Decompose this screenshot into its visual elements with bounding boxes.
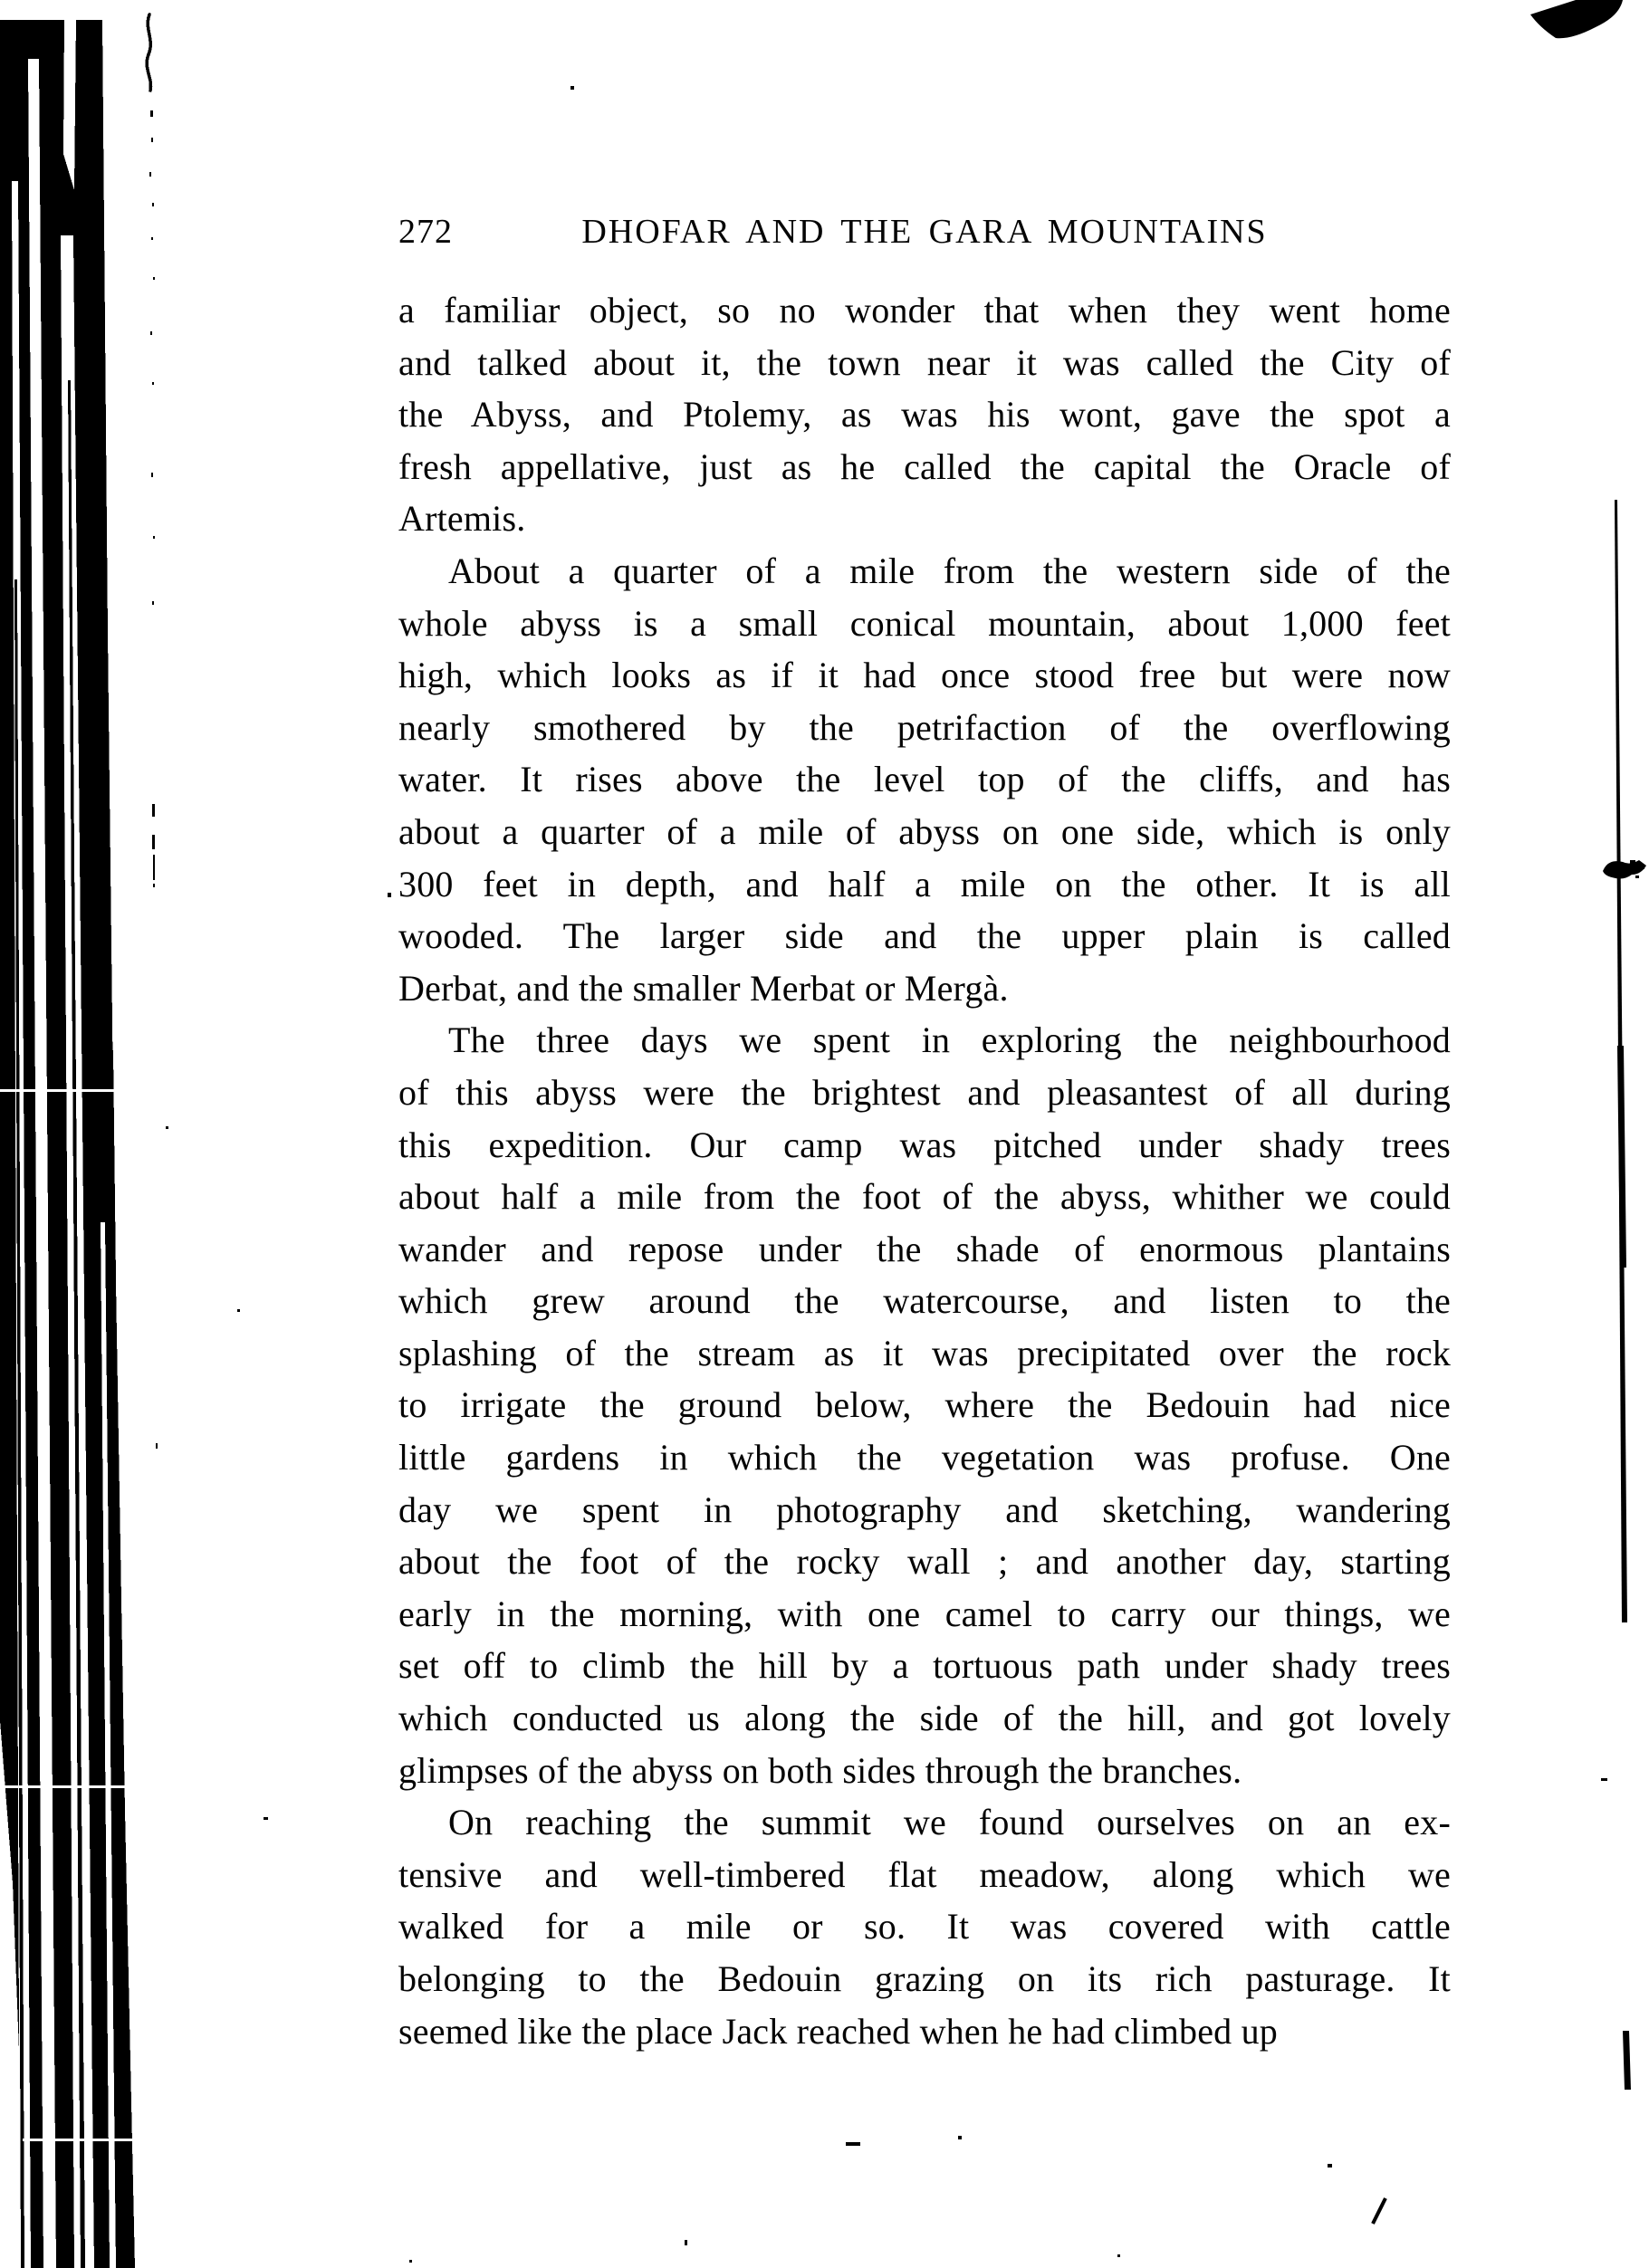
text-line: of this abyss were the brightest and pleasantest of all during — [398, 1071, 1451, 1113]
paragraph — [398, 545, 1451, 1014]
margin-line-thick — [1617, 1046, 1626, 1268]
text-line: nearly smothered by the petrifaction of the overflowing — [398, 706, 1451, 748]
text-line: the Abyss, and Ptolemy, as was his wont, gave the spot a — [398, 394, 1451, 435]
corner-mark — [1530, 0, 1623, 38]
stray-slash — [1373, 2198, 1385, 2224]
text-line: early in the morning, with one camel to carry our things, we — [398, 1593, 1451, 1634]
text-line: Artemis. — [398, 498, 526, 540]
text-line: 300 feet in depth, and half a mile on the other. It is all — [398, 863, 1451, 904]
text-line: day we spent in photography and sketching, wandering — [398, 1488, 1451, 1530]
running-header — [398, 209, 1451, 254]
text-line: belonging to the Bedouin grazing on its rich pasturage. It — [398, 1958, 1451, 1999]
text-block — [398, 284, 1451, 2057]
text-line: which conducted us along the side of the hill, and got lovely — [398, 1698, 1451, 1739]
paragraph — [398, 1796, 1451, 2057]
text-line: about the foot of the rocky wall ; and another day, starting — [398, 1541, 1451, 1583]
text-line: wooded. The larger side and the upper plain is called — [398, 915, 1451, 957]
text-line: seemed like the place Jack reached when he had climbed up — [398, 2010, 1278, 2052]
text-line: tensive and well-timbered flat meadow, along which we — [398, 1853, 1451, 1895]
page-number: 272 — [398, 213, 453, 251]
text-line: which grew around the watercourse, and listen to the — [398, 1280, 1451, 1322]
text-line: to irrigate the ground below, where the Bedouin had nice — [398, 1384, 1451, 1426]
ink-blot — [1603, 860, 1646, 879]
paragraph — [398, 1014, 1451, 1796]
text-line: splashing of the stream as it was precipitated over the rock — [398, 1332, 1451, 1373]
text-line: whole abyss is a small conical mountain, about 1,000 feet — [398, 602, 1451, 644]
text-line: Derbat, and the smaller Merbat or Mergà. — [398, 967, 1009, 1009]
text-line: walked for a mile or so. It was covered with cattle — [398, 1906, 1451, 1947]
text-line: high, which looks as if it had once stood free but were now — [398, 655, 1451, 696]
text-line: wander and repose under the shade of enormous plantains — [398, 1228, 1451, 1269]
text-line: About a quarter of a mile from the western side of the — [448, 550, 1451, 591]
text-line: fresh appellative, just as he called the capital the Oracle of — [398, 445, 1451, 487]
text-line: a familiar object, so no wonder that when they went home — [398, 290, 1451, 330]
text-line: The three days we spent in exploring the neighbourhood — [448, 1019, 1451, 1061]
running-title: DHOFAR AND THE GARA MOUNTAINS — [581, 213, 1268, 251]
text-line: set off to climb the hill by a tortuous path under shady trees — [398, 1645, 1451, 1687]
margin-dash — [1623, 2031, 1631, 2090]
text-line: glimpses of the abyss on both sides through the branches. — [398, 1749, 1242, 1791]
text-line: this expedition. Our camp was pitched under shady trees — [398, 1124, 1451, 1165]
text-line: and talked about it, the town near it was called the City of — [398, 341, 1451, 383]
text-line: about a quarter of a mile of abyss on one side, which is only — [398, 810, 1451, 852]
text-line: water. It rises above the level top of the cliffs, and has — [398, 759, 1451, 800]
text-line: little gardens in which the vegetation was profuse. One — [398, 1437, 1451, 1479]
text-line: On reaching the summit we found ourselves on an ex- — [448, 1802, 1451, 1843]
text-line: about half a mile from the foot of the abyss, whither we could — [398, 1176, 1451, 1218]
paragraph — [398, 284, 1451, 545]
